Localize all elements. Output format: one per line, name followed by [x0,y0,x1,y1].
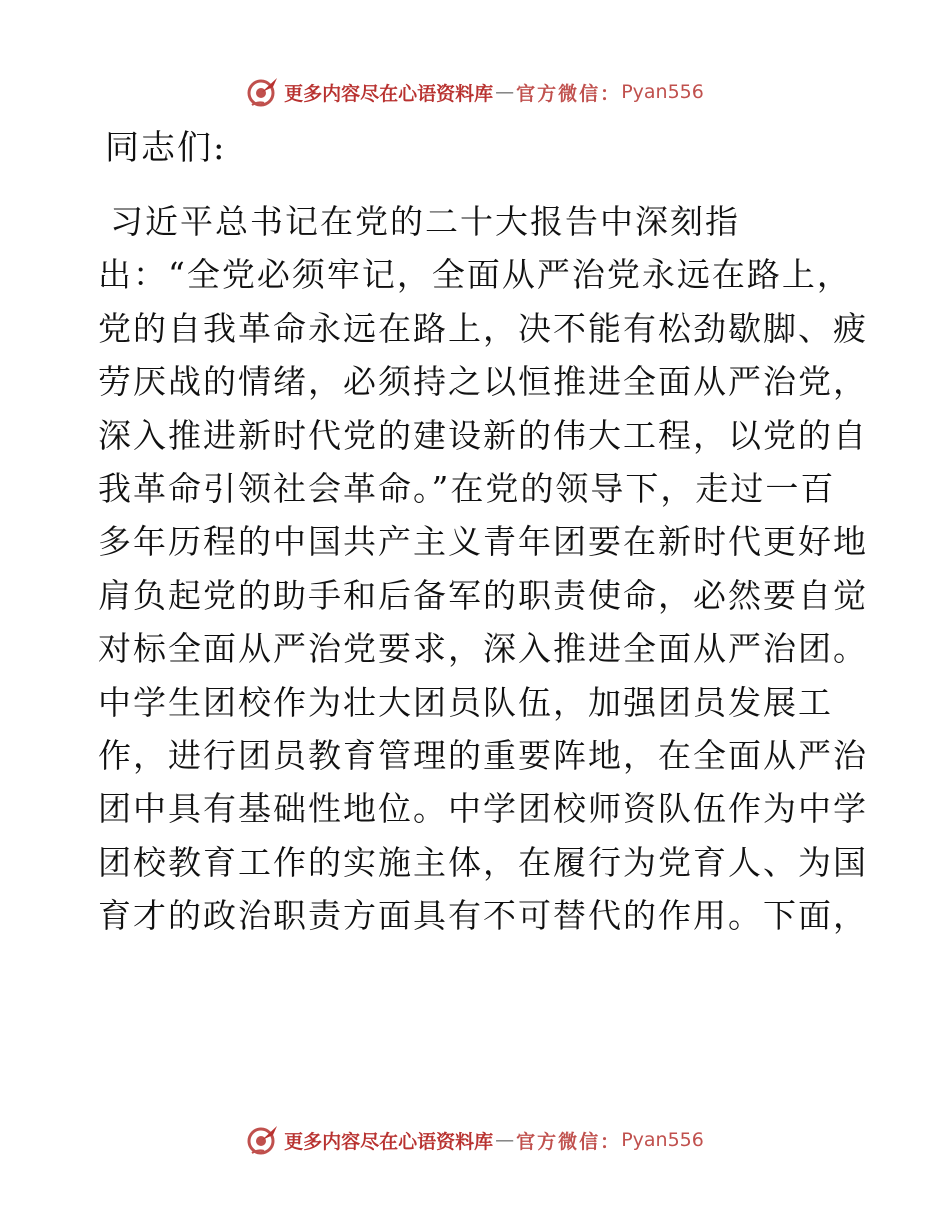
watermark-wechat-id: Pyan556 [621,1129,704,1151]
watermark-separator: — [495,81,515,103]
body-line: 育才的政治职责方面具有不可替代的作用。下面， [98,896,868,936]
quill-logo-icon [246,75,280,109]
body-line: 团中具有基础性地位。中学团校师资队伍作为中学 [98,789,868,829]
body-line: 我革命引领社会革命。”在党的领导下，走过一百 [98,469,836,509]
body-line: 肩负起党的助手和后备军的职责使命，必然要自觉 [98,575,868,615]
watermark-wechat-id: Pyan556 [621,81,704,103]
body-line: 作，进行团员教育管理的重要阵地，在全面从严治 [98,736,868,776]
body-line: 劳厌战的情绪，必须持之以恒推进全面从严治党， [98,362,868,402]
document-body [98,195,868,943]
watermark-brand: 更多内容尽在心语资料库 [284,1130,494,1153]
body-line: 深入推进新时代党的建设新的伟大工程，以党的自 [98,415,868,455]
body-line: 团校教育工作的实施主体，在履行为党育人、为国 [98,842,868,882]
watermark-footer [0,1120,950,1160]
watermark-header [0,72,950,112]
watermark-label: 官方微信： [516,82,622,105]
body-line: 党的自我革命永远在路上，决不能有松劲歇脚、疲 [98,308,868,348]
body-line: 中学生团校作为壮大团员队伍，加强团员发展工 [98,682,833,722]
body-line: 出：“全党必须牢记，全面从严治党永远在路上， [98,255,852,295]
quill-logo-icon [246,1123,280,1157]
body-line: 对标全面从严治党要求，深入推进全面从严治团。 [98,629,868,669]
greeting: 同志们: [105,128,227,168]
body-line: 习近平总书记在党的二十大报告中深刻指 [110,202,740,241]
watermark-brand: 更多内容尽在心语资料库 [284,82,494,105]
body-line: 多年历程的中国共产主义青年团要在新时代更好地 [98,522,868,562]
watermark-separator: — [495,1129,515,1151]
watermark-label: 官方微信： [516,1130,622,1153]
